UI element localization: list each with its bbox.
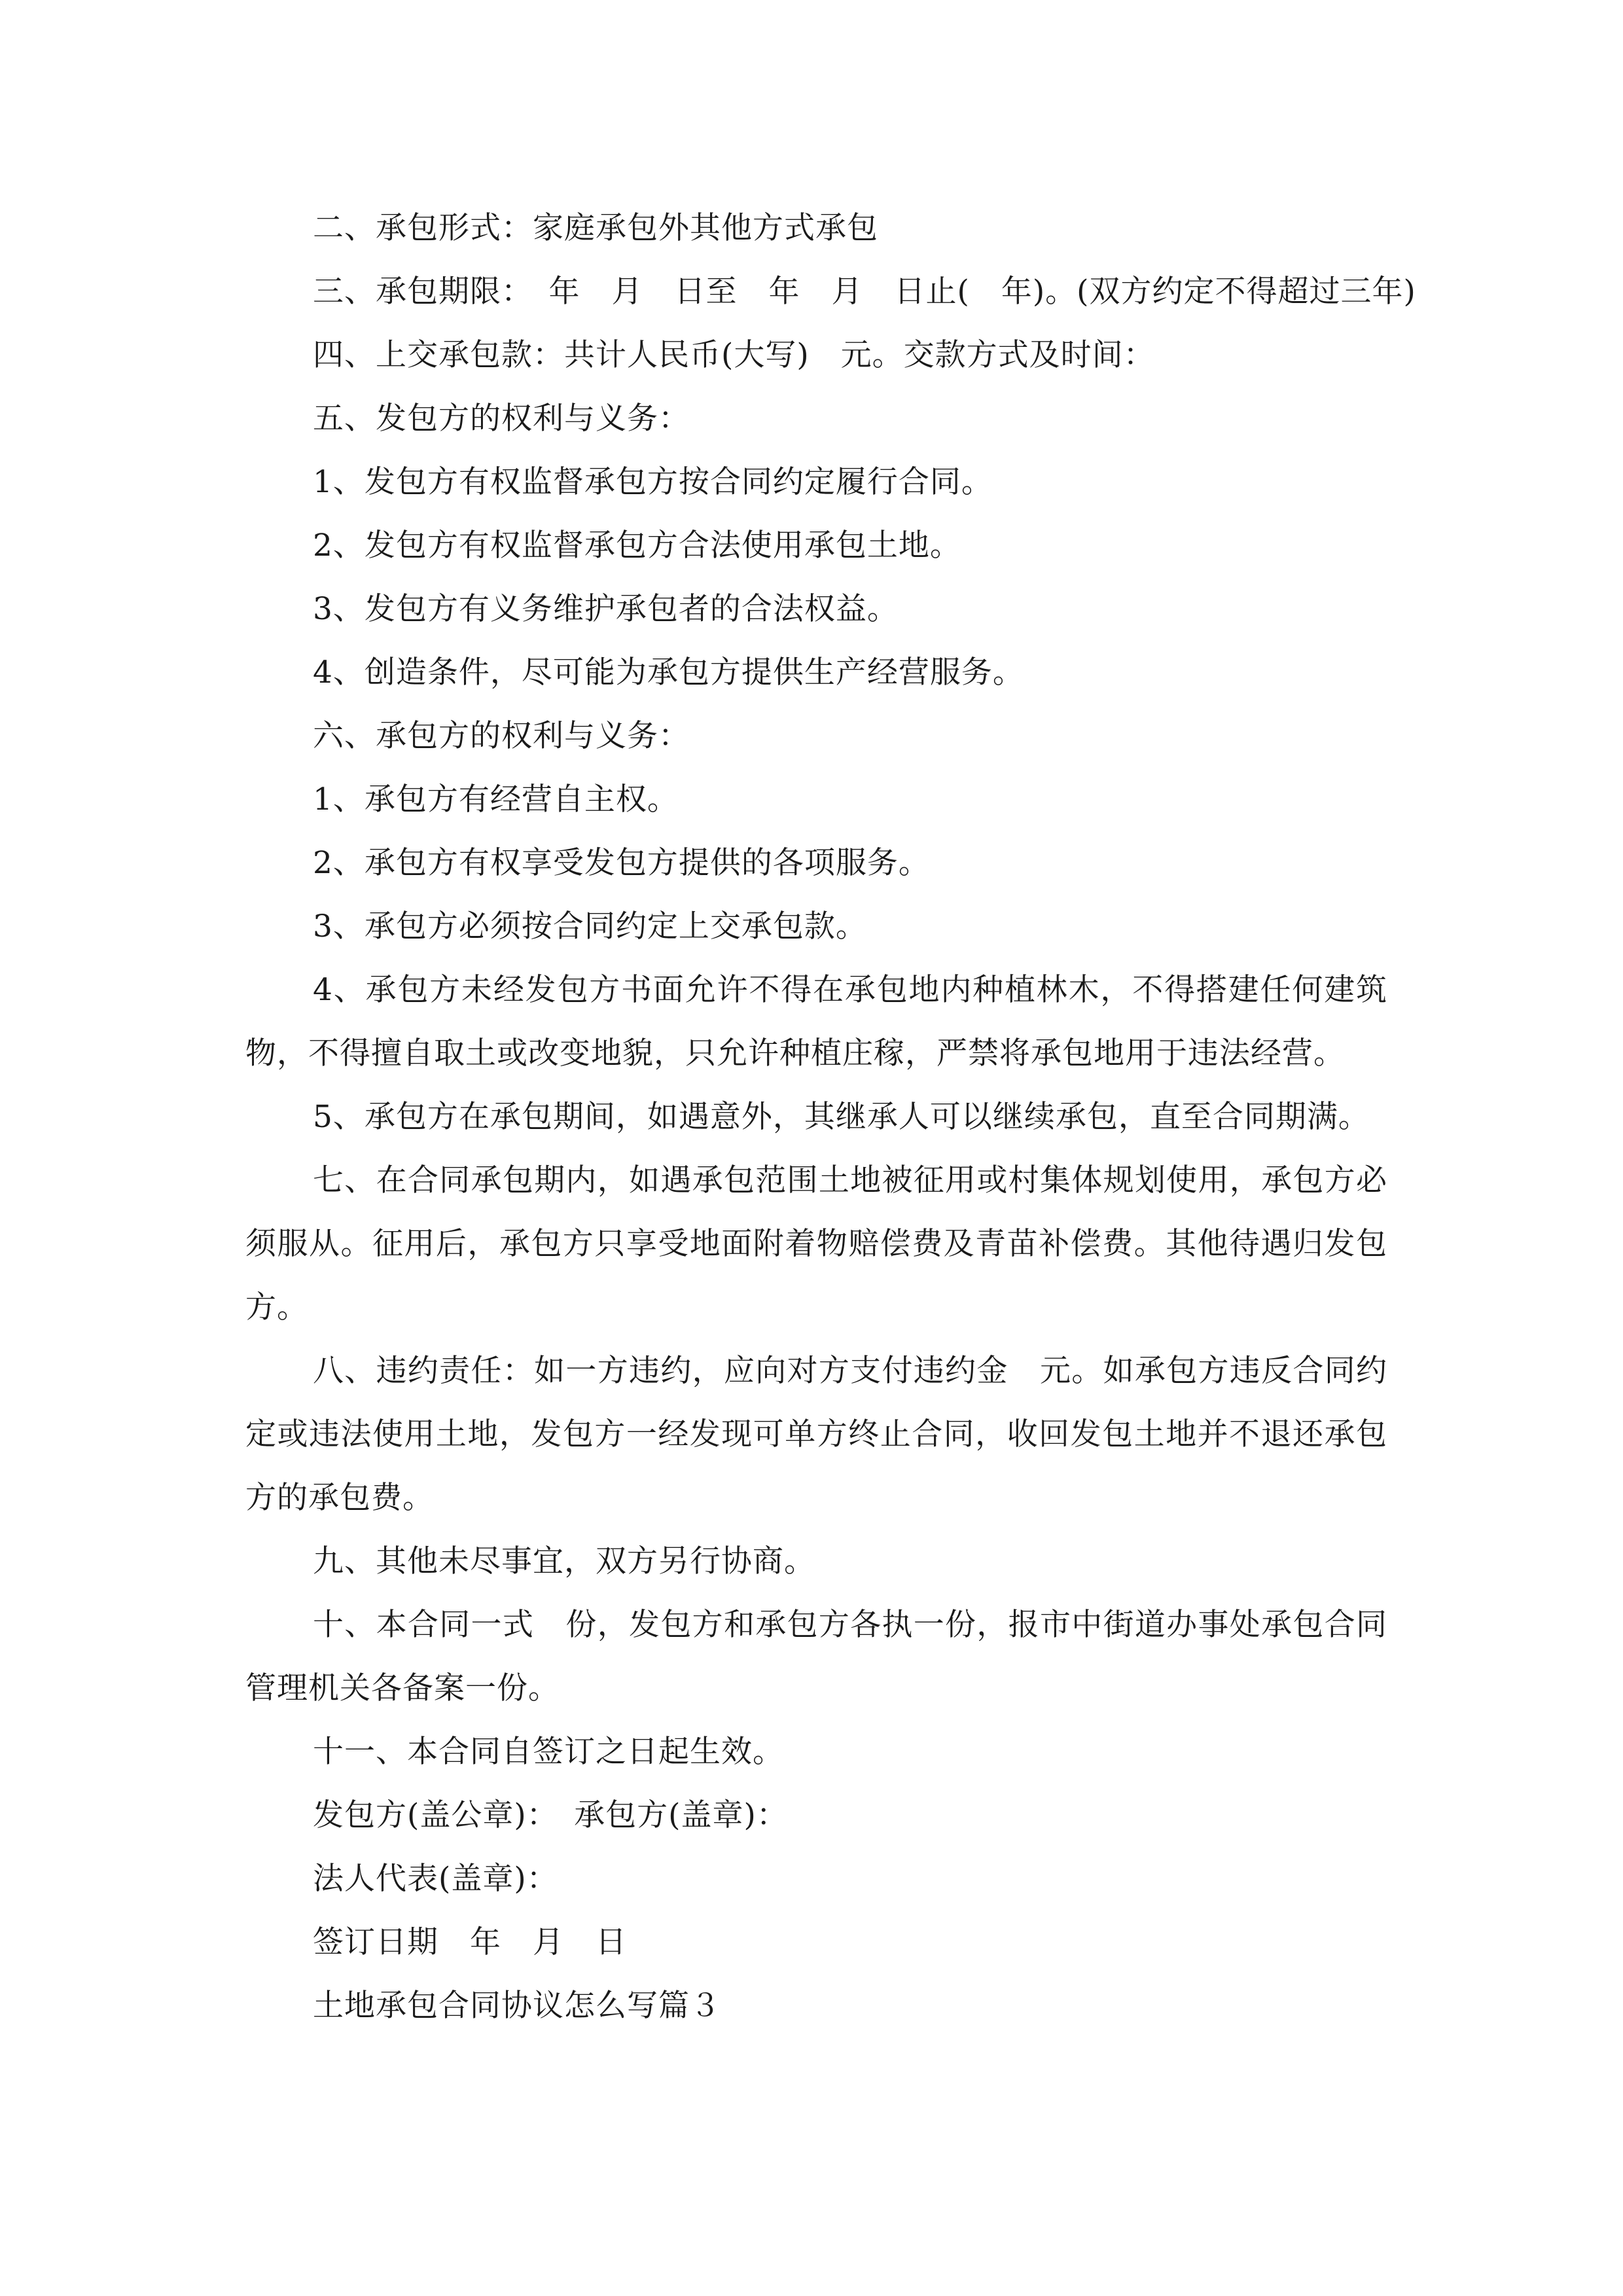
signature-date: 签订日期 年 月 日: [313, 1924, 627, 1960]
contractor-right-3: 3、承包方必须按合同约定上交承包款。: [313, 908, 867, 944]
employer-right-1: 1、发包方有权监督承包方按合同约定履行合同。: [313, 464, 993, 500]
clause-effective: 十一、本合同自签订之日起生效。: [313, 1734, 784, 1770]
clause-land-requisition: 七、在合同承包期内，如遇承包范围土地被征用或村集体规划使用，承包方必须服从。征用后，承包方只享受地面附着物赔偿费及青苗补偿费。其他待遇归发包方。: [245, 1162, 1387, 1325]
clause-other-matters: 九、其他未尽事宜，双方另行协商。: [313, 1543, 815, 1579]
clause-employer-rights-heading: 五、发包方的权利与义务：: [313, 401, 690, 437]
clause-contractor-rights-heading: 六、承包方的权利与义务：: [313, 718, 690, 754]
contractor-right-2: 2、承包方有权享受发包方提供的各项服务。: [313, 845, 930, 881]
contractor-right-4: 4、承包方未经发包方书面允许不得在承包地内种植林木，不得搭建任何建筑物，不得擅自取土或改变地貌，只允许种植庄稼，严禁将承包地用于违法经营。: [245, 972, 1387, 1071]
employer-right-2: 2、发包方有权监督承包方合法使用承包土地。: [313, 528, 961, 564]
clause-copies: 十、本合同一式 份，发包方和承包方各执一份，报市中街道办事处承包合同管理机关各备案一份。: [245, 1607, 1387, 1706]
clause-breach-liability: 八、违约责任：如一方违约，应向对方支付违约金 元。如承包方违反合同约定或违法使用土地，发包方一经发现可单方终止合同，收回发包土地并不退还承包方的承包费。: [245, 1353, 1387, 1516]
contractor-right-5: 5、承包方在承包期间，如遇意外，其继承人可以继续承包，直至合同期满。: [313, 1099, 1370, 1135]
clause-contract-form: 二、承包形式：家庭承包外其他方式承包: [313, 210, 878, 246]
clause-payment: 四、上交承包款：共计人民币(大写) 元。交款方式及时间：: [313, 337, 1155, 373]
employer-right-4: 4、创造条件，尽可能为承包方提供生产经营服务。: [313, 655, 1024, 691]
section-heading: 土地承包合同协议怎么写篇３: [313, 1988, 721, 2024]
contractor-right-1: 1、承包方有经营自主权。: [313, 781, 679, 817]
signature-parties: 发包方(盖公章)： 承包方(盖章)：: [313, 1797, 788, 1833]
signature-legal-rep: 法人代表(盖章)：: [313, 1861, 558, 1897]
document-body: [245, 196, 1416, 2037]
clause-contract-term: 三、承包期限： 年 月 日至 年 月 日止( 年)。(双方约定不得超过三年): [313, 274, 1416, 310]
employer-right-3: 3、发包方有义务维护承包者的合法权益。: [313, 591, 899, 627]
